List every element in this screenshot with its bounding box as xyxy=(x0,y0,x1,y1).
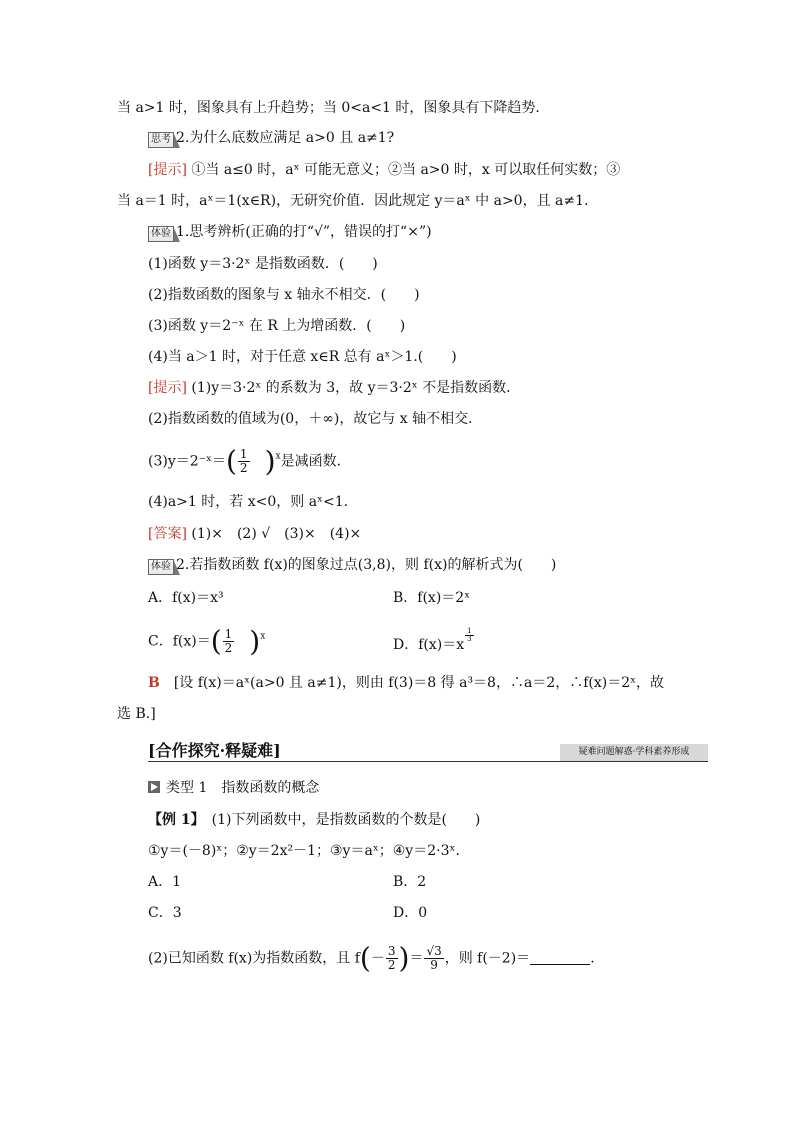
play-icon xyxy=(148,781,160,793)
period: . xyxy=(590,950,595,967)
hint-2-line-2: (2)指数函数的值域为(0，＋∞)，故它与 x 轴不相交． xyxy=(148,411,483,427)
hint-1-cont: 当 a＝1 时，aˣ＝1(x∈R)，无研究价值．因此规定 y＝aˣ 中 a>0，且 a≠1. xyxy=(117,193,589,209)
part2-eq: ＝ xyxy=(409,950,424,967)
example-1-functions: ①y＝(－8)ˣ；②y＝2x²－1；③y＝aˣ；④y＝2·3ˣ. xyxy=(148,843,460,859)
option-c-pre: C．f(x)＝ xyxy=(148,633,211,650)
h3-post: 是减函数． xyxy=(280,453,351,470)
example-option-b: B．2 xyxy=(393,874,427,890)
experience-2-tag: 体验 xyxy=(148,559,174,575)
example-option-c: C．3 xyxy=(148,905,182,921)
exponent-fraction xyxy=(465,628,473,643)
think-text: 2.为什么底数应满足 a>0 且 a≠1? xyxy=(176,130,395,146)
solution-text: [设 f(x)＝aˣ(a>0 且 a≠1)，则由 f(3)＝8 得 a³＝8，∴a＝2，∴f(x)＝2ˣ，故 xyxy=(159,675,665,691)
solution-cont: 选 B.] xyxy=(117,706,156,722)
solution-letter: B xyxy=(148,675,160,691)
section-title: [合作探究·释疑难] xyxy=(148,741,281,760)
part2-pre: (2)已知函数 f(x)为指数函数，且 f xyxy=(148,950,360,967)
right-paren: ) xyxy=(398,941,410,975)
example-text: (1)下列函数中，是指数函数的个数是( ) xyxy=(197,812,481,828)
option-d-pre: D．f(x)＝x xyxy=(393,637,465,653)
hint-2-line-3 xyxy=(148,444,351,478)
fraction xyxy=(223,628,235,655)
option-c-exponent: x xyxy=(260,631,266,642)
h3-pre: (3)y＝2⁻ˣ＝ xyxy=(148,453,226,470)
option-b: B．f(x)＝2ˣ xyxy=(393,590,471,606)
right-paren: ) xyxy=(264,444,276,478)
hint-1-text: ①当 a≤0 时，aˣ 可能无意义；②当 a>0 时，x 可以取任何实数；③ xyxy=(186,162,621,178)
h3-exponent: x xyxy=(275,451,281,462)
fraction-den: 2 xyxy=(239,461,248,475)
exp-num: 1 xyxy=(467,627,472,635)
part2-post: ，则 f(－2)＝ xyxy=(444,950,531,967)
type-heading xyxy=(148,778,319,798)
hint-2-tag: [提示] xyxy=(148,380,187,396)
hint-2-line-4: (4)a>1 时，若 x<0，则 aˣ<1. xyxy=(148,494,349,510)
experience-1-tag: 体验 xyxy=(148,226,174,242)
experience-1-text: 1.思考辨析(正确的打“√”，错误的打“×”) xyxy=(176,224,432,240)
example-option-d: D．0 xyxy=(393,905,428,921)
section-divider xyxy=(148,761,708,762)
experience-1 xyxy=(148,222,432,242)
rhs-num: √3 xyxy=(426,944,442,958)
part2-minus: － xyxy=(370,950,385,967)
question-3: (3)函数 y＝2⁻ˣ 在 R 上为增函数．( ) xyxy=(148,318,406,334)
option-c xyxy=(148,624,266,658)
left-paren: ( xyxy=(359,941,371,975)
example-1-part-2 xyxy=(148,941,595,975)
answer-text: (1)× (2) √ (3)× (4)× xyxy=(186,526,362,542)
question-2: (2)指数函数的图象与 x 轴永不相交．( ) xyxy=(148,287,420,303)
fraction-rhs xyxy=(424,945,443,972)
example-1 xyxy=(148,810,480,830)
option-a: A．f(x)＝x³ xyxy=(148,590,224,606)
think-question xyxy=(148,128,394,148)
hint-2-text: (1)y＝3·2ˣ 的系数为 3，故 y＝3·2ˣ 不是指数函数． xyxy=(186,380,521,396)
hint-1 xyxy=(148,160,620,180)
option-d xyxy=(393,628,475,655)
example-label: 【例 1】 xyxy=(148,812,198,828)
fraction-num: 3 xyxy=(387,944,396,958)
experience-2 xyxy=(148,555,556,575)
type-heading-text: 类型 1 指数函数的概念 xyxy=(166,780,320,796)
exp-den: 3 xyxy=(467,635,472,643)
question-1: (1)函数 y＝3·2ˣ 是指数函数．( ) xyxy=(148,256,378,272)
answer-blank[interactable] xyxy=(530,950,590,965)
left-paren: ( xyxy=(210,624,222,658)
fraction-num: 1 xyxy=(239,447,248,461)
left-paren: ( xyxy=(225,444,237,478)
solution xyxy=(148,673,664,693)
answer xyxy=(148,524,361,544)
question-4: (4)当 a＞1 时，对于任意 x∈R 总有 aˣ＞1.( ) xyxy=(148,349,457,365)
example-option-a: A．1 xyxy=(148,874,182,890)
fraction xyxy=(238,448,250,475)
think-tag: 思考 xyxy=(148,132,174,148)
hint-2 xyxy=(148,378,520,398)
rhs-den: 9 xyxy=(430,958,438,972)
hint-1-tag: [提示] xyxy=(148,162,187,178)
experience-2-text: 2.若指数函数 f(x)的图象过点(3,8)，则 f(x)的解析式为( ) xyxy=(176,557,557,573)
answer-tag: [答案] xyxy=(148,526,187,542)
fraction-den: 2 xyxy=(387,958,396,972)
fraction-den: 2 xyxy=(224,641,233,655)
section-badge: 疑难问题解惑·学科素养形成 xyxy=(560,744,708,761)
fraction xyxy=(386,945,398,972)
right-paren: ) xyxy=(249,624,261,658)
line-trend: 当 a>1 时，图象具有上升趋势；当 0<a<1 时，图象具有下降趋势． xyxy=(117,100,550,116)
fraction-num: 1 xyxy=(224,627,233,641)
